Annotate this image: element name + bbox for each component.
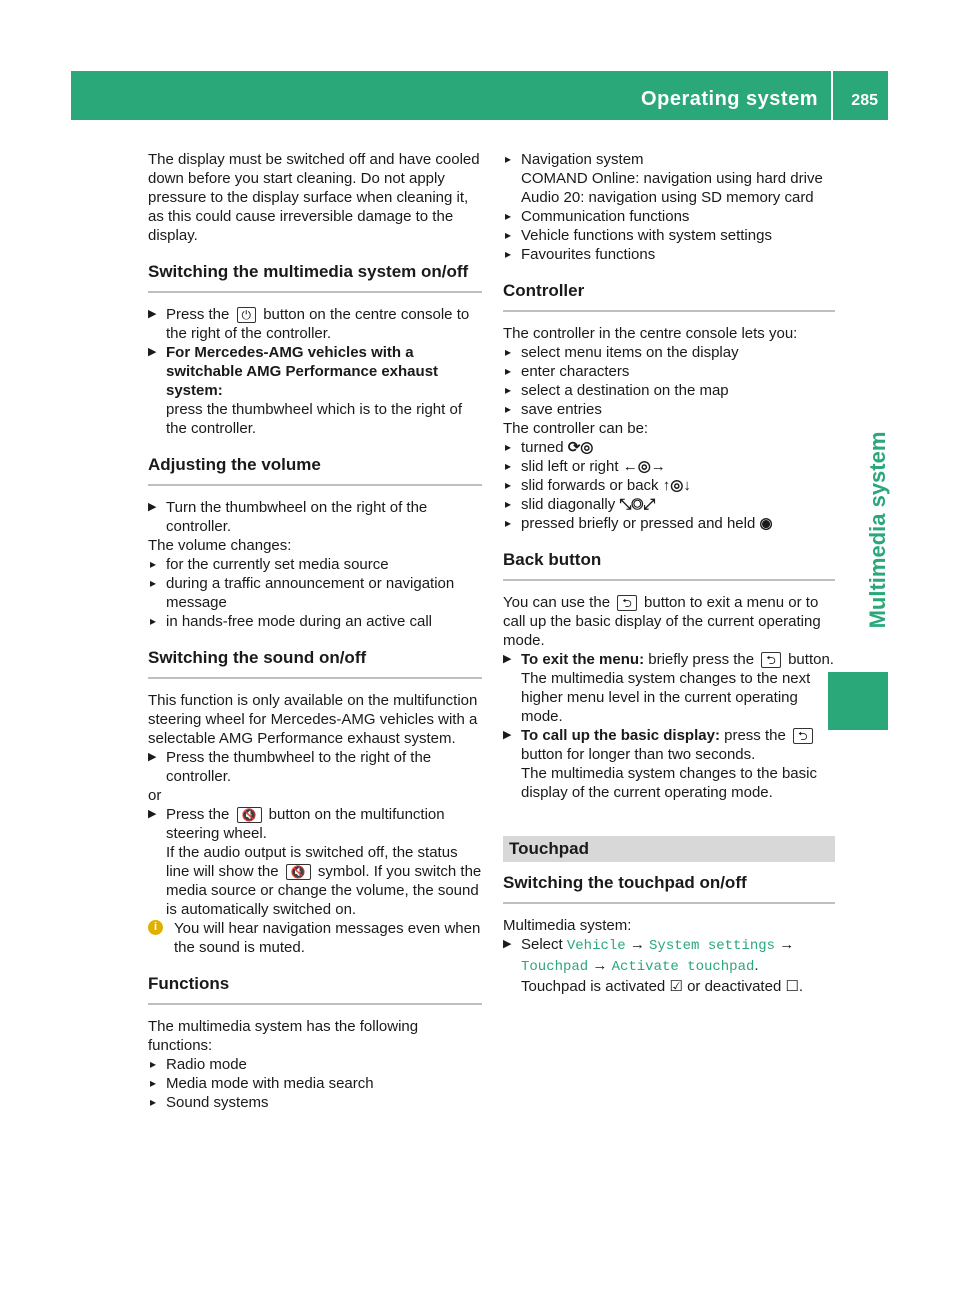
- section-heading-sound: Switching the sound on/off: [148, 647, 482, 679]
- step-text: button on the multifunction steering wheel.: [166, 806, 445, 842]
- list-item: ▸ Communication functions: [503, 207, 835, 226]
- controller-press-icon: ◉: [759, 515, 773, 532]
- step-text: or deactivated: [687, 978, 782, 995]
- menu-path-settings: System settings: [649, 938, 776, 954]
- side-tab-marker: [828, 672, 888, 730]
- list-item: [503, 514, 835, 533]
- list-item: ▸ save entries: [503, 400, 835, 419]
- arrow-icon: →: [592, 957, 608, 974]
- side-tab: [828, 400, 888, 660]
- step-text: Press the: [166, 306, 230, 323]
- step-bold: To call up the basic display:: [521, 727, 720, 744]
- info-text: You will hear navigation messages even when the sound is muted.: [174, 920, 481, 956]
- list-item: ▸ select a destination on the map: [503, 381, 835, 400]
- step-text: button for longer than two seconds.: [521, 746, 756, 763]
- list-item-text: turned: [521, 439, 564, 456]
- list-item: ▸ for the currently set media source: [148, 555, 482, 574]
- intro-text: button to exit a menu or to call up the basic display of the current operating mode.: [503, 594, 821, 649]
- header-divider: [831, 71, 833, 120]
- list-item: ▸ Radio mode: [148, 1055, 482, 1074]
- intro-text: You can use the: [503, 594, 611, 611]
- intro-paragraph: The display must be switched off and have cooled down before you start cleaning. Do not apply pressure to the display surface when cleaning it, as this could cause irreversible damage to the display.: [148, 151, 480, 244]
- step-text: press the thumbwheel which is to the right of the controller.: [166, 401, 462, 437]
- touchpad-banner: Touchpad: [503, 836, 835, 862]
- step: ▶ Press the thumbwheel to the right of the controller.: [148, 748, 482, 786]
- section-intro: The multimedia system has the following functions:: [148, 1018, 419, 1054]
- step-text: button on the centre console to the right of the controller.: [166, 306, 470, 342]
- list-item-sub: Audio 20: navigation using SD memory card: [521, 189, 814, 206]
- section-intro: This function is only available on the multifunction steering wheel for Mercedes-AMG vehicles with a selectable AMG Performance exhaust system.: [148, 692, 478, 747]
- back-icon: ⮌: [617, 595, 637, 611]
- or-text: or: [148, 787, 162, 804]
- section-heading-touchpad: Switching the touchpad on/off: [503, 872, 835, 904]
- power-icon: ⏻: [237, 307, 257, 323]
- step-text: The multimedia system changes to the basic display of the current operating mode.: [521, 765, 817, 801]
- lead-text: Multimedia system:: [503, 917, 632, 934]
- step: [148, 805, 482, 919]
- controller-slide-fb-icon: ↑◎↓: [662, 477, 691, 494]
- menu-path-activate: Activate touchpad: [611, 959, 755, 975]
- lead-text: The volume changes:: [148, 537, 292, 554]
- checked-box-icon: ☑: [669, 978, 683, 995]
- section-heading-functions: Functions: [148, 973, 482, 1005]
- step-text: Press the: [166, 806, 230, 823]
- step-bold: To exit the menu:: [521, 651, 645, 668]
- step: ▶ Turn the thumbwheel on the right of the controller.: [148, 498, 482, 536]
- step-text: The multimedia system changes to the next higher menu level in the current operating mode.: [521, 670, 811, 725]
- unchecked-box-icon: ☐: [785, 978, 799, 995]
- section-heading-volume: Adjusting the volume: [148, 454, 482, 486]
- step: [148, 343, 482, 438]
- mute-icon: 🔇: [237, 807, 262, 823]
- menu-path-vehicle: Vehicle: [566, 938, 626, 954]
- list-item: [503, 495, 835, 514]
- section-intro: The controller in the centre console lets you:: [503, 325, 798, 342]
- step-bold: For Mercedes-AMG vehicles with a switchable AMG Performance exhaust system:: [166, 344, 439, 399]
- menu-path-touchpad: Touchpad: [521, 959, 589, 975]
- controller-slide-lr-icon: ←◎→: [622, 458, 666, 475]
- list-item-text: slid diagonally: [521, 496, 616, 513]
- list-item: ▸ Sound systems: [148, 1093, 482, 1112]
- info-icon: i: [148, 920, 163, 935]
- controller-turn-icon: ⟳◎: [567, 439, 594, 456]
- step-text: Select: [521, 936, 563, 953]
- step-text: If the audio output is switched off, the status line will show the: [166, 844, 458, 880]
- step-text: briefly press the: [648, 651, 755, 668]
- section-heading-back: Back button: [503, 549, 835, 581]
- list-item: ▸ select menu items on the display: [503, 343, 835, 362]
- step: [148, 305, 482, 343]
- back-icon: ⮌: [761, 652, 781, 668]
- list-item: ▸ enter characters: [503, 362, 835, 381]
- arrow-icon: →: [629, 936, 645, 953]
- list-item: ▸ Favourites functions: [503, 245, 835, 264]
- list-item: [503, 457, 835, 476]
- list-item: ▸ in hands-free mode during an active call: [148, 612, 482, 631]
- list-item-text: slid forwards or back: [521, 477, 659, 494]
- section-heading-switching: Switching the multimedia system on/off: [148, 261, 482, 293]
- step: [503, 650, 835, 726]
- lead-text: The controller can be:: [503, 420, 649, 437]
- section-heading-controller: Controller: [503, 280, 835, 312]
- list-item: ▸ Media mode with media search: [148, 1074, 482, 1093]
- list-item: ▸ Vehicle functions with system settings: [503, 226, 835, 245]
- info-note: [148, 919, 482, 957]
- back-icon: ⮌: [793, 728, 813, 744]
- list-item: [503, 438, 835, 457]
- list-item-text: slid left or right: [521, 458, 619, 475]
- list-item-text: pressed briefly or pressed and held: [521, 515, 756, 532]
- mute-icon: 🔇: [286, 864, 311, 880]
- step-text: press the: [724, 727, 786, 744]
- list-item: [503, 476, 835, 495]
- section-intro: [503, 593, 835, 650]
- step-text: button.: [788, 651, 834, 668]
- arrow-icon: →: [779, 936, 795, 953]
- list-item-sub: COMAND Online: navigation using hard drive: [521, 170, 823, 187]
- step: [503, 726, 835, 802]
- page-header: [71, 71, 888, 120]
- list-item: ▸ during a traffic announcement or navigation message: [148, 574, 482, 612]
- step: ▶ Select Vehicle → System settings → Touchpad → Activate touchpad. Touchpad is activated ☑ or deactivated ☐.: [503, 935, 835, 996]
- list-item: [503, 150, 835, 207]
- right-column: [503, 150, 835, 996]
- page-number: 285: [851, 92, 878, 109]
- step-text: Touchpad is activated: [521, 978, 666, 995]
- controller-slide-diag-icon: ⤡◎⤢: [619, 496, 656, 513]
- header-title: Operating system: [641, 88, 818, 110]
- side-tab-label: Multimedia system: [865, 431, 890, 629]
- list-item-text: ▸ Navigation system: [521, 151, 644, 168]
- left-column: [148, 150, 482, 1112]
- step-text: symbol. If you switch the media source or change the volume, the sound is automatically switched on.: [166, 863, 482, 918]
